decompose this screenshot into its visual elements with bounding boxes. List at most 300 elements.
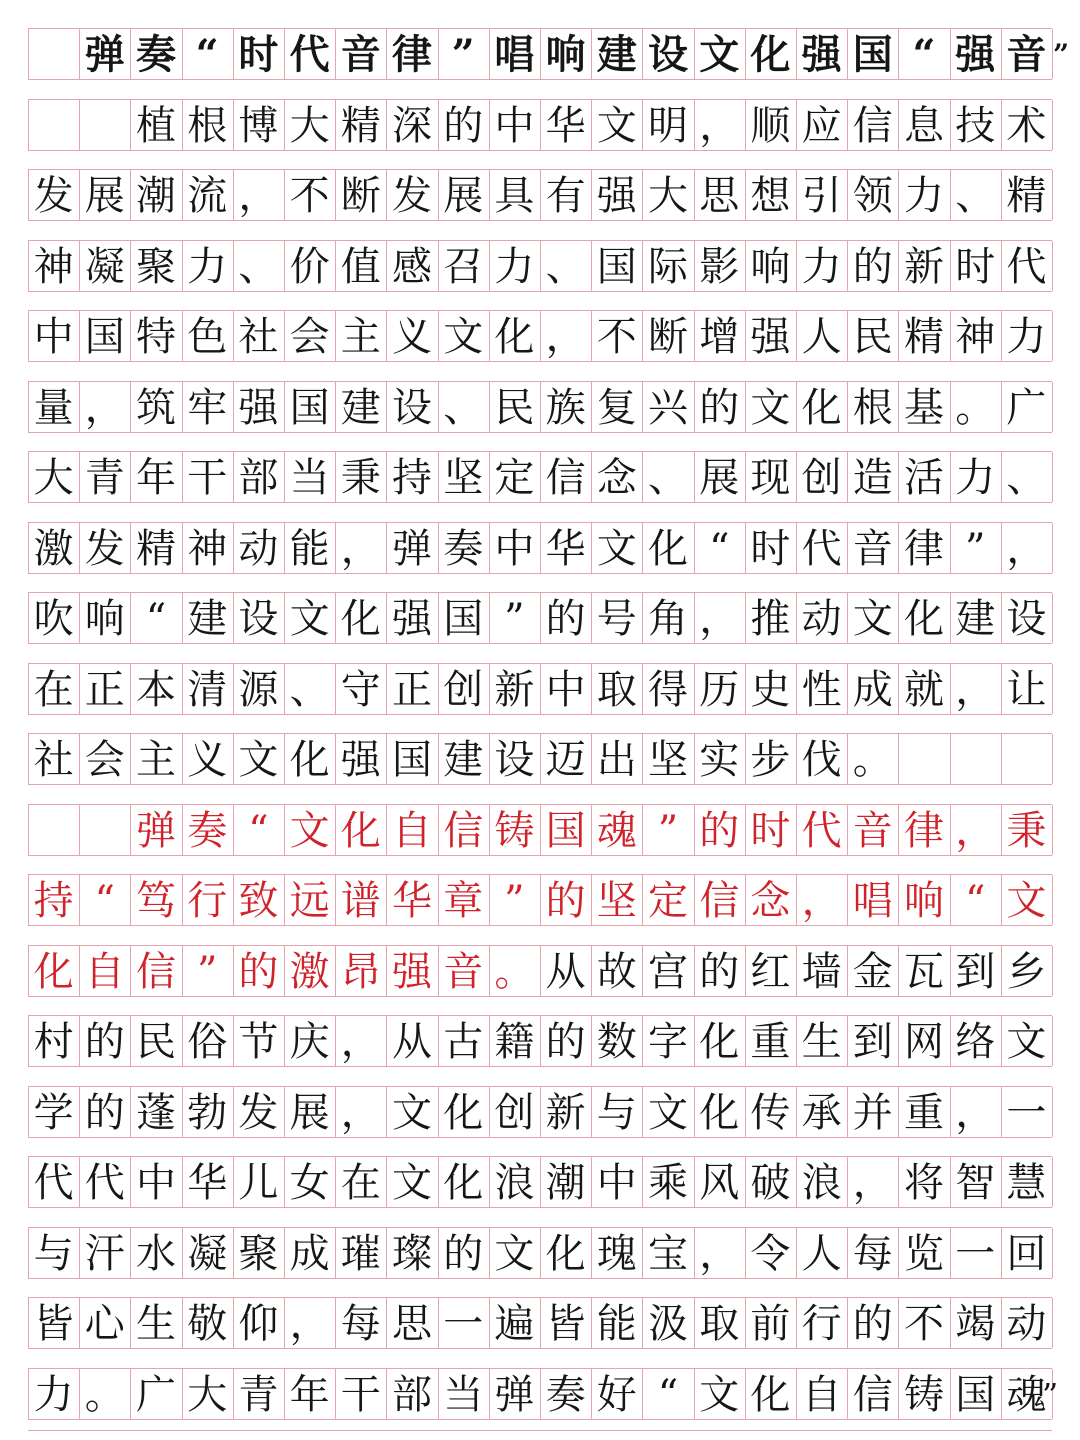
handwritten-character: 的 [852,243,893,290]
handwritten-character: ， [699,596,740,642]
handwritten-character: 强 [340,737,381,783]
handwritten-character: 文 [596,102,637,149]
handwritten-character: 年 [135,455,176,501]
handwritten-character: 乡 [1006,948,1047,995]
handwritten-character: 弹 [391,525,432,572]
handwritten-character: 文 [443,314,484,360]
grid-cell-divider [28,29,29,79]
handwritten-character: 览 [903,1230,944,1277]
handwritten-character: 根 [852,384,893,431]
bottom-grid-rule [28,1430,1052,1431]
handwritten-character: 谱 [340,878,381,924]
handwritten-character: 秉 [340,455,381,501]
handwritten-character: 守 [340,666,381,713]
handwritten-character: 民 [494,384,535,431]
handwritten-character: 创 [801,455,842,501]
handwritten-character: 并 [852,1089,893,1136]
handwritten-character: 推 [750,596,791,642]
handwritten-character: ， [238,173,279,219]
handwritten-character: 蓬 [135,1089,176,1136]
handwritten-character: 宝 [647,1230,688,1277]
handwritten-character: 增 [699,314,740,360]
handwritten-character: 发 [84,525,125,572]
grid-row [28,522,1052,574]
handwritten-character: 自 [801,1371,842,1418]
grid-row [28,592,1052,644]
handwritten-character: 自 [84,948,125,995]
handwritten-character: 展 [443,173,484,219]
handwritten-character: 字 [647,1019,688,1065]
handwritten-character: 奏 [443,525,484,572]
handwritten-character: 浪 [494,1160,535,1206]
handwritten-character: 创 [494,1089,535,1136]
handwritten-character: 强 [750,314,791,360]
handwritten-character: 展 [84,173,125,219]
grid-cell-divider [1052,664,1053,714]
handwritten-character: 复 [596,384,637,431]
handwritten-character: 璨 [391,1230,432,1277]
handwritten-character: 致 [238,878,279,924]
handwritten-character: 故 [596,948,637,995]
grid-row [28,28,1070,80]
handwritten-character: 力 [1006,314,1047,360]
handwritten-character: 节 [238,1019,279,1065]
grid-row [28,240,1052,292]
handwritten-character: 基 [903,384,944,431]
handwritten-character: 得 [647,666,688,713]
handwritten-character: 文 [1006,1019,1047,1065]
grid-row [28,310,1052,362]
handwritten-character: 皆 [545,1301,586,1347]
handwritten-character: 章 [443,878,484,924]
handwritten-character: 人 [801,314,842,360]
handwritten-character: ， [289,1301,330,1347]
handwritten-character: 新 [545,1089,586,1136]
handwritten-character: 当 [443,1371,484,1418]
handwritten-character: 价 [289,243,330,290]
handwritten-character: 化 [340,807,381,854]
handwritten-character: 中 [33,314,74,360]
handwritten-character: 发 [238,1089,279,1136]
title-tail: ” [1052,38,1070,71]
handwritten-character: 色 [187,314,228,360]
handwritten-character: 的 [443,1230,484,1277]
handwritten-character: 文 [699,31,740,78]
handwritten-character: 弹 [494,1371,535,1418]
handwritten-character: 华 [187,1160,228,1206]
handwritten-character: ， [84,384,125,431]
handwritten-character: 民 [135,1019,176,1065]
handwritten-character: 文 [750,384,791,431]
handwritten-character: 不 [289,173,330,219]
handwritten-character: 音 [1006,31,1047,78]
handwritten-character: 响 [545,31,586,78]
handwritten-character: 能 [596,1301,637,1347]
handwritten-character: 好 [596,1371,637,1418]
handwritten-character: 化 [494,314,535,360]
handwritten-character: 新 [494,666,535,713]
handwritten-character: 的 [443,102,484,149]
handwritten-character: 部 [238,455,279,501]
handwritten-character: 时 [750,807,791,854]
handwritten-character: 的 [84,1089,125,1136]
handwritten-character: 代 [33,1160,74,1206]
handwritten-character: 国 [443,596,484,642]
handwritten-character: 中 [135,1160,176,1206]
handwritten-character: 仰 [238,1301,279,1347]
handwritten-character: 化 [750,1371,791,1418]
handwritten-character: 、 [443,384,484,431]
handwritten-character: 律 [391,31,432,78]
handwritten-character: 音 [340,31,381,78]
handwritten-character: 号 [596,596,637,642]
handwritten-character: 精 [340,102,381,149]
handwritten-character: 到 [852,1019,893,1065]
handwritten-character: 音 [852,525,893,572]
handwritten-character: 与 [33,1230,74,1277]
handwritten-character: 术 [1006,102,1047,149]
handwritten-character: 响 [750,243,791,290]
handwritten-character: 广 [135,1371,176,1418]
handwritten-character: 响 [84,596,125,642]
handwritten-character: ” [504,878,525,924]
handwritten-character: 遍 [494,1301,535,1347]
handwritten-character: 文 [391,1160,432,1206]
handwritten-character: 神 [33,243,74,290]
handwritten-character: ” [451,31,475,78]
handwritten-character: 代 [289,31,330,78]
handwritten-character: “ [195,31,219,78]
handwritten-character: 华 [391,878,432,924]
handwritten-character: 化 [699,1089,740,1136]
handwritten-character: 发 [391,173,432,219]
handwritten-character: 音 [852,807,893,854]
grid-cell-divider [1052,1087,1053,1137]
handwritten-character: 设 [238,596,279,642]
handwritten-character: 俗 [187,1019,228,1065]
handwritten-character: 宫 [647,948,688,995]
handwritten-character: 信 [135,948,176,995]
grid-row [28,1297,1052,1349]
handwritten-character: ， [545,314,586,360]
handwritten-character: 秉 [1006,807,1047,854]
handwritten-character: 深 [391,102,432,149]
handwritten-character: 代 [801,807,842,854]
handwritten-character: ， [699,1230,740,1277]
handwritten-character: 明 [647,102,688,149]
grid-row [28,381,1052,433]
handwritten-character: 义 [187,737,228,783]
handwritten-character: 璀 [340,1230,381,1277]
handwritten-character: 从 [391,1019,432,1065]
handwritten-character: 行 [801,1301,842,1347]
handwritten-character: 破 [750,1160,791,1206]
handwritten-character: 儿 [238,1160,279,1206]
handwritten-character: 筑 [135,384,176,431]
handwritten-character: 昂 [340,948,381,995]
handwritten-character: 文 [852,596,893,642]
handwritten-character: 激 [289,948,330,995]
handwritten-character: 会 [84,737,125,783]
handwritten-character: 铸 [494,807,535,854]
handwritten-character: 化 [750,31,791,78]
handwritten-character: 心 [84,1301,125,1347]
handwritten-character: 华 [545,102,586,149]
handwritten-character: 时 [238,31,279,78]
handwritten-character: 化 [443,1089,484,1136]
handwritten-character: 凝 [84,243,125,290]
handwritten-character: 持 [33,878,74,924]
handwritten-character: 人 [801,1230,842,1277]
handwritten-character: 的 [699,384,740,431]
handwritten-character: 建 [443,737,484,783]
handwritten-character: 成 [289,1230,330,1277]
handwritten-character: ， [852,1160,893,1206]
handwritten-character: 息 [903,102,944,149]
handwritten-character: 展 [699,455,740,501]
grid-row [28,1015,1052,1067]
handwritten-character: 、 [1006,455,1047,501]
handwritten-character: 思 [699,173,740,219]
hanging-punctuation: ” [1041,1375,1059,1414]
grid-cell-divider [1001,734,1002,784]
handwritten-character: 金 [852,948,893,995]
handwritten-character: 力 [33,1371,74,1418]
handwritten-character: 族 [545,384,586,431]
handwritten-character: 风 [699,1160,740,1206]
handwritten-character: 化 [340,596,381,642]
handwritten-character: 铸 [903,1371,944,1418]
handwritten-character: 华 [545,525,586,572]
handwritten-character: 力 [955,455,996,501]
handwritten-character: ” [196,948,218,995]
handwritten-character: “ [912,31,936,78]
handwritten-character: 中 [545,666,586,713]
handwritten-character: 庆 [289,1019,330,1065]
handwritten-character: 一 [955,1230,996,1277]
handwritten-character: 中 [494,102,535,149]
grid-row [28,1227,1052,1279]
handwritten-character: 正 [84,666,125,713]
handwritten-character: 取 [596,666,637,713]
handwritten-character: “ [964,878,986,924]
handwritten-character: 皆 [33,1301,74,1347]
handwritten-character: 广 [1006,384,1047,431]
handwritten-character: 力 [494,243,535,290]
handwritten-character: 代 [1006,243,1047,290]
handwritten-character: 社 [33,737,74,783]
handwritten-character: 大 [289,102,330,149]
handwritten-character: 瓦 [903,948,944,995]
handwritten-character: 、 [545,243,586,290]
handwritten-character: “ [145,596,167,642]
grid-row [28,99,1052,151]
handwritten-character: 精 [1006,173,1047,219]
grid-cell-divider [79,805,80,855]
handwritten-character: 发 [33,173,74,219]
handwritten-character: 能 [289,525,330,572]
handwritten-character: 在 [340,1160,381,1206]
handwritten-character: ， [340,1089,381,1136]
handwritten-character: 定 [494,455,535,501]
handwritten-character: 传 [750,1089,791,1136]
handwritten-character: 文 [494,1230,535,1277]
handwritten-character: 部 [391,1371,432,1418]
grid-cell-divider [898,734,899,784]
handwritten-character: 断 [647,314,688,360]
handwritten-character: 生 [135,1301,176,1347]
handwritten-character: 召 [443,243,484,290]
handwritten-character: 建 [340,384,381,431]
handwritten-character: 神 [955,314,996,360]
handwritten-character: 奏 [545,1371,586,1418]
handwritten-character: 魂 [596,807,637,854]
handwritten-character: “ [94,878,115,924]
handwritten-character: 迈 [545,737,586,783]
handwritten-character: 领 [852,173,893,219]
handwritten-character: 、 [289,666,330,713]
handwritten-character: 红 [750,948,791,995]
handwritten-character: 青 [238,1371,279,1418]
handwritten-character: 一 [443,1301,484,1347]
handwritten-character: 清 [187,666,228,713]
handwritten-character: 流 [187,173,228,219]
handwritten-character: 量 [33,384,74,431]
handwritten-character: 女 [289,1160,330,1206]
handwritten-character: 信 [852,1371,893,1418]
handwritten-character: 的 [545,878,586,924]
handwritten-character: 重 [903,1089,944,1136]
grid-row [28,169,1052,221]
handwritten-character: 现 [750,455,791,501]
handwritten-character: 行 [187,878,228,924]
handwritten-character: 。 [852,737,893,783]
handwritten-character: 。 [84,1371,125,1418]
handwritten-character: 不 [903,1301,944,1347]
handwritten-character: 造 [852,455,893,501]
handwritten-character: 精 [903,314,944,360]
handwritten-character: 博 [238,102,279,149]
grid-cell-divider [1052,1228,1053,1278]
grid-cell-divider [1052,875,1053,925]
handwritten-character: “ [708,525,730,572]
handwritten-character: 代 [801,525,842,572]
handwritten-character: 将 [903,1160,944,1206]
handwritten-character: 历 [699,666,740,713]
handwritten-character: 创 [443,666,484,713]
handwritten-character: 信 [852,102,893,149]
handwritten-character: 的 [852,1301,893,1347]
handwritten-character: 念 [596,455,637,501]
grid-cell-divider [1052,382,1053,432]
handwritten-character: 建 [596,31,637,78]
grid-cell-divider [1052,1016,1053,1066]
grid-cell-divider [1052,311,1053,361]
handwritten-character: 国 [955,1371,996,1418]
handwritten-character: 动 [238,525,279,572]
grid-cell-divider [28,805,29,855]
handwritten-character: 。 [955,384,996,431]
handwritten-character: 不 [596,314,637,360]
handwritten-character: 潮 [545,1160,586,1206]
handwritten-character: 浪 [801,1160,842,1206]
handwritten-character: 文 [699,1371,740,1418]
handwritten-character: 的 [238,948,279,995]
handwritten-character: 文 [647,1089,688,1136]
handwritten-character: 文 [596,525,637,572]
grid-cell-divider [1052,593,1053,643]
handwritten-character: 网 [903,1019,944,1065]
handwritten-character: 强 [391,596,432,642]
handwritten-character: 文 [238,737,279,783]
handwritten-character: 唱 [852,878,893,924]
handwritten-character: 水 [135,1230,176,1277]
handwritten-character: 、 [238,243,279,290]
grid-row [28,1086,1052,1138]
handwritten-character: 的 [545,596,586,642]
handwritten-character: 奏 [187,807,228,854]
handwritten-character: 成 [852,666,893,713]
handwritten-character: 文 [289,596,330,642]
handwritten-character: 化 [443,1160,484,1206]
handwritten-character: 思 [391,1301,432,1347]
grid-cell-divider [1052,170,1053,220]
handwritten-character: 承 [801,1089,842,1136]
handwritten-character: 青 [84,455,125,501]
handwritten-character: 精 [135,525,176,572]
handwritten-character: 律 [903,807,944,854]
handwritten-character: 、 [955,173,996,219]
handwritten-character: 到 [955,948,996,995]
handwritten-character: 远 [289,878,330,924]
handwritten-character: 笃 [135,878,176,924]
handwritten-character: ， [801,878,842,924]
handwritten-character: 凝 [187,1230,228,1277]
handwritten-character: 引 [801,173,842,219]
handwritten-character: 国 [84,314,125,360]
handwritten-character: 国 [391,737,432,783]
grid-cell-divider [1052,805,1053,855]
grid-row [28,874,1052,926]
handwritten-character: 定 [647,878,688,924]
handwritten-character: 化 [33,948,74,995]
handwritten-character: 正 [391,666,432,713]
handwritten-character: 持 [391,455,432,501]
grid-cell-divider [1052,523,1053,573]
handwritten-character: 际 [647,243,688,290]
handwritten-character: 信 [545,455,586,501]
handwritten-character: 感 [391,243,432,290]
handwritten-character: 取 [699,1301,740,1347]
handwritten-character: 国 [545,807,586,854]
handwritten-character: 牢 [187,384,228,431]
handwritten-character: 动 [1006,1301,1047,1347]
handwritten-character: 建 [187,596,228,642]
handwritten-character: 性 [801,666,842,713]
handwritten-character: 新 [903,243,944,290]
handwritten-character: 智 [955,1160,996,1206]
handwritten-character: 勃 [187,1089,228,1136]
grid-cell-divider [1052,1157,1053,1207]
handwritten-character: 中 [596,1160,637,1206]
handwritten-character: 中 [494,525,535,572]
handwritten-character: 大 [647,173,688,219]
handwritten-character: 与 [596,1089,637,1136]
handwritten-character: 设 [1006,596,1047,642]
handwritten-character: 弹 [135,807,176,854]
handwritten-character: 角 [647,596,688,642]
handwritten-character: 信 [699,878,740,924]
